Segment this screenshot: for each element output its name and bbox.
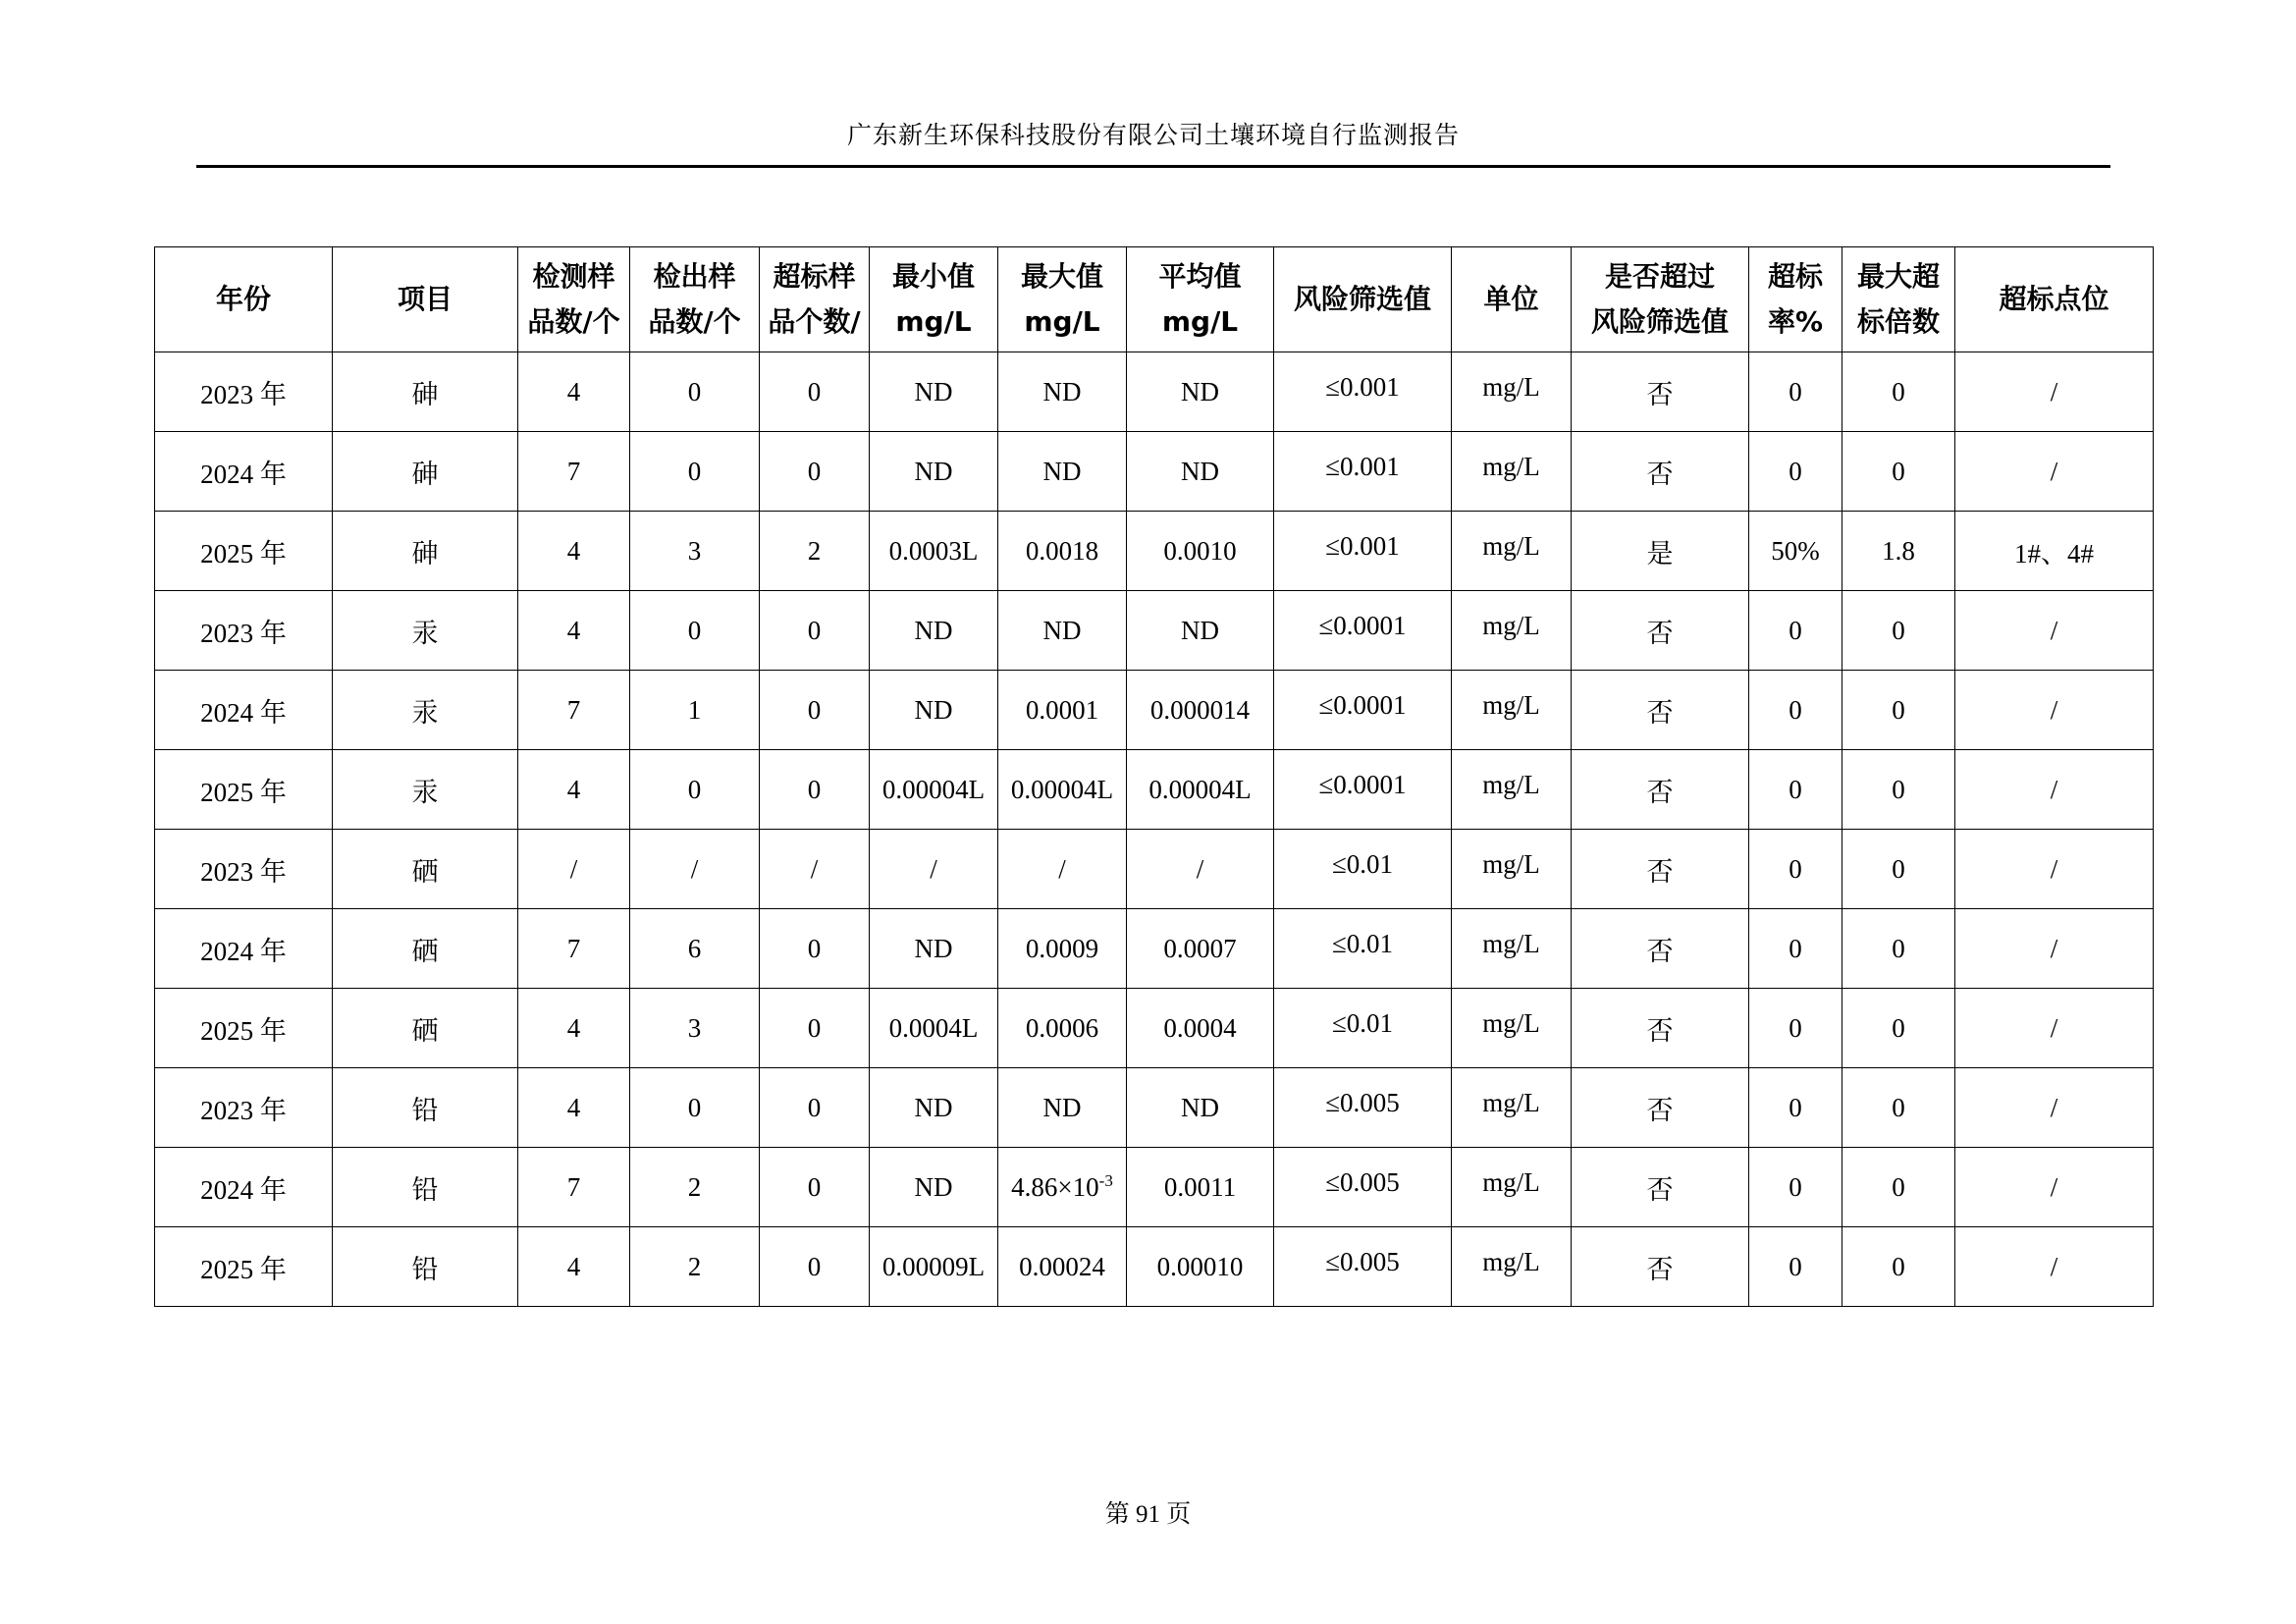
screening-value-cell: ≤0.005 [1274,1068,1452,1148]
max-exceed-multiple-cell: 0 [1842,1227,1955,1307]
samples-exceeding-cell: / [760,830,870,909]
max-exceed-multiple-cell: 0 [1842,591,1955,671]
exceeds-screening-cell: 否 [1572,909,1749,989]
max-exceed-multiple-cell: 0 [1842,989,1955,1068]
samples-detected-cell: 1 [630,671,760,750]
exceeds-screening-cell: 否 [1572,591,1749,671]
samples-tested-cell: 7 [518,909,630,989]
table-row [155,432,2154,512]
min-value-cell: ND [870,1148,998,1227]
samples-tested-cell: 4 [518,989,630,1068]
table-body [155,352,2154,1307]
item-cell: 砷 [333,352,518,432]
exceed-points-cell: / [1955,1148,2154,1227]
samples-exceeding-cell: 0 [760,989,870,1068]
max-exceed-multiple-cell: 0 [1842,1148,1955,1227]
screening-value-cell: ≤0.01 [1274,909,1452,989]
exceed-rate-cell: 0 [1749,909,1842,989]
item-cell: 硒 [333,830,518,909]
avg-value-cell: ND [1127,1068,1274,1148]
column-header: 风险筛选值 [1274,247,1452,352]
max-exceed-multiple-cell: 0 [1842,909,1955,989]
exceeds-screening-cell: 否 [1572,1227,1749,1307]
samples-exceeding-cell: 0 [760,671,870,750]
item-cell: 铅 [333,1148,518,1227]
table-row [155,1068,2154,1148]
screening-value-cell: ≤0.0001 [1274,750,1452,830]
table-row [155,512,2154,591]
samples-detected-cell: 0 [630,1068,760,1148]
samples-detected-cell: 0 [630,750,760,830]
year-cell: 2023 年 [155,352,333,432]
samples-exceeding-cell: 0 [760,432,870,512]
column-header: 检测样 品数/个 [518,247,630,352]
year-cell: 2025 年 [155,750,333,830]
table-row [155,750,2154,830]
avg-value-cell: 0.000014 [1127,671,1274,750]
min-value-cell: ND [870,352,998,432]
exceed-points-cell: / [1955,1227,2154,1307]
exceeds-screening-cell: 是 [1572,512,1749,591]
exceeds-screening-cell: 否 [1572,830,1749,909]
column-header: 平均值 mg/L [1127,247,1274,352]
max-exceed-multiple-cell: 0 [1842,830,1955,909]
item-cell: 砷 [333,512,518,591]
avg-value-cell: ND [1127,432,1274,512]
samples-tested-cell: 4 [518,591,630,671]
min-value-cell: ND [870,432,998,512]
column-header: 超标点位 [1955,247,2154,352]
avg-value-cell: ND [1127,352,1274,432]
exceed-points-cell: / [1955,671,2154,750]
unit-cell: mg/L [1452,512,1572,591]
table-row [155,591,2154,671]
exceed-rate-cell: 0 [1749,1148,1842,1227]
max-exceed-multiple-cell: 0 [1842,671,1955,750]
exceed-rate-cell: 0 [1749,591,1842,671]
table-row [155,989,2154,1068]
exceed-points-cell: / [1955,591,2154,671]
exceed-rate-cell: 50% [1749,512,1842,591]
unit-cell: mg/L [1452,1068,1572,1148]
exceeds-screening-cell: 否 [1572,432,1749,512]
samples-tested-cell: 4 [518,1227,630,1307]
samples-detected-cell: 3 [630,989,760,1068]
item-cell: 砷 [333,432,518,512]
min-value-cell: 0.0004L [870,989,998,1068]
table-header-row [155,247,2154,352]
screening-value-cell: ≤0.01 [1274,989,1452,1068]
avg-value-cell: / [1127,830,1274,909]
max-value-cell: / [998,830,1127,909]
min-value-cell: 0.00009L [870,1227,998,1307]
max-exceed-multiple-cell: 0 [1842,352,1955,432]
samples-exceeding-cell: 0 [760,1227,870,1307]
samples-detected-cell: 3 [630,512,760,591]
year-cell: 2024 年 [155,909,333,989]
min-value-cell: ND [870,909,998,989]
screening-value-cell: ≤0.001 [1274,432,1452,512]
max-value-cell: $4.86\times 10^{-3}$ [998,1148,1127,1227]
column-header: 年份 [155,247,333,352]
year-cell: 2025 年 [155,989,333,1068]
min-value-cell: ND [870,1068,998,1148]
samples-tested-cell: 4 [518,1068,630,1148]
table-row [155,671,2154,750]
max-value-cell: ND [998,432,1127,512]
screening-value-cell: ≤0.0001 [1274,671,1452,750]
samples-exceeding-cell: 0 [760,909,870,989]
column-header: 超标 率% [1749,247,1842,352]
samples-detected-cell: 0 [630,591,760,671]
exceed-points-cell: 1#、4# [1955,512,2154,591]
max-value-cell: 0.00024 [998,1227,1127,1307]
unit-cell: mg/L [1452,432,1572,512]
avg-value-cell: 0.0011 [1127,1148,1274,1227]
samples-exceeding-cell: 0 [760,1148,870,1227]
avg-value-cell: 0.0004 [1127,989,1274,1068]
samples-exceeding-cell: 0 [760,352,870,432]
avg-value-cell: ND [1127,591,1274,671]
year-cell: 2024 年 [155,671,333,750]
unit-cell: mg/L [1452,909,1572,989]
samples-tested-cell: / [518,830,630,909]
max-value-cell: 0.0006 [998,989,1127,1068]
avg-value-cell: 0.00010 [1127,1227,1274,1307]
exceeds-screening-cell: 否 [1572,671,1749,750]
unit-cell: mg/L [1452,830,1572,909]
max-value-cell: ND [998,591,1127,671]
page-number: 第 91 页 [1104,1501,1192,1528]
avg-value-cell: 0.00004L [1127,750,1274,830]
year-cell: 2023 年 [155,1068,333,1148]
exceed-points-cell: / [1955,352,2154,432]
exceed-points-cell: / [1955,432,2154,512]
exceeds-screening-cell: 否 [1572,352,1749,432]
column-header: 最大值 mg/L [998,247,1127,352]
unit-cell: mg/L [1452,591,1572,671]
exceed-rate-cell: 0 [1749,750,1842,830]
samples-exceeding-cell: 0 [760,750,870,830]
table-row [155,352,2154,432]
max-exceed-multiple-cell: 1.8 [1842,512,1955,591]
max-exceed-multiple-cell: 0 [1842,432,1955,512]
exceed-points-cell: / [1955,909,2154,989]
samples-tested-cell: 4 [518,352,630,432]
unit-cell: mg/L [1452,352,1572,432]
column-header: 项目 [333,247,518,352]
page-header: 广东新生环保科技股份有限公司土壤环境自行监测报告 [846,123,1460,149]
max-value-cell: 0.0001 [998,671,1127,750]
item-cell: 汞 [333,750,518,830]
max-value-cell: 0.0009 [998,909,1127,989]
exceed-rate-cell: 0 [1749,830,1842,909]
exceed-rate-cell: 0 [1749,432,1842,512]
exceed-rate-cell: 0 [1749,1227,1842,1307]
samples-detected-cell: 6 [630,909,760,989]
column-header: 超标样 品个数/ [760,247,870,352]
samples-tested-cell: 7 [518,671,630,750]
table-row [155,909,2154,989]
exceed-points-cell: / [1955,1068,2154,1148]
min-value-cell: 0.0003L [870,512,998,591]
max-value-cell: ND [998,352,1127,432]
max-exceed-multiple-cell: 0 [1842,1068,1955,1148]
item-cell: 铅 [333,1068,518,1148]
screening-value-cell: ≤0.005 [1274,1227,1452,1307]
max-value-cell: ND [998,1068,1127,1148]
samples-tested-cell: 4 [518,750,630,830]
exceeds-screening-cell: 否 [1572,1148,1749,1227]
exceed-rate-cell: 0 [1749,352,1842,432]
column-header: 最小值 mg/L [870,247,998,352]
year-cell: 2024 年 [155,432,333,512]
year-cell: 2023 年 [155,591,333,671]
unit-cell: mg/L [1452,989,1572,1068]
exceeds-screening-cell: 否 [1572,1068,1749,1148]
samples-detected-cell: 2 [630,1148,760,1227]
exceeds-screening-cell: 否 [1572,989,1749,1068]
screening-value-cell: ≤0.01 [1274,830,1452,909]
table-row [155,830,2154,909]
exceed-points-cell: / [1955,750,2154,830]
exceed-points-cell: / [1955,830,2154,909]
year-cell: 2025 年 [155,1227,333,1307]
min-value-cell: ND [870,591,998,671]
max-value-cell: 0.00004L [998,750,1127,830]
item-cell: 硒 [333,909,518,989]
exceed-rate-cell: 0 [1749,989,1842,1068]
avg-value-cell: 0.0007 [1127,909,1274,989]
column-header: 单位 [1452,247,1572,352]
max-value-cell: 0.0018 [998,512,1127,591]
min-value-cell: 0.00004L [870,750,998,830]
header-divider [196,165,2110,168]
exceed-points-cell: / [1955,989,2154,1068]
samples-exceeding-cell: 2 [760,512,870,591]
table-row [155,1227,2154,1307]
screening-value-cell: ≤0.001 [1274,352,1452,432]
exceed-rate-cell: 0 [1749,1068,1842,1148]
exceed-rate-cell: 0 [1749,671,1842,750]
column-header: 最大超 标倍数 [1842,247,1955,352]
samples-detected-cell: 0 [630,432,760,512]
avg-value-cell: 0.0010 [1127,512,1274,591]
min-value-cell: ND [870,671,998,750]
samples-tested-cell: 7 [518,1148,630,1227]
table-row [155,1148,2154,1227]
unit-cell: mg/L [1452,671,1572,750]
samples-exceeding-cell: 0 [760,1068,870,1148]
year-cell: 2023 年 [155,830,333,909]
samples-detected-cell: / [630,830,760,909]
min-value-cell: / [870,830,998,909]
unit-cell: mg/L [1452,1148,1572,1227]
samples-tested-cell: 4 [518,512,630,591]
screening-value-cell: ≤0.005 [1274,1148,1452,1227]
item-cell: 铅 [333,1227,518,1307]
column-header: 检出样 品数/个 [630,247,760,352]
year-cell: 2024 年 [155,1148,333,1227]
screening-value-cell: ≤0.001 [1274,512,1452,591]
year-cell: 2025 年 [155,512,333,591]
max-exceed-multiple-cell: 0 [1842,750,1955,830]
screening-value-cell: ≤0.0001 [1274,591,1452,671]
samples-detected-cell: 2 [630,1227,760,1307]
samples-tested-cell: 7 [518,432,630,512]
unit-cell: mg/L [1452,1227,1572,1307]
exceeds-screening-cell: 否 [1572,750,1749,830]
item-cell: 硒 [333,989,518,1068]
column-header: 是否超过 风险筛选值 [1572,247,1749,352]
item-cell: 汞 [333,591,518,671]
item-cell: 汞 [333,671,518,750]
samples-exceeding-cell: 0 [760,591,870,671]
monitoring-results-table [154,246,2154,1307]
unit-cell: mg/L [1452,750,1572,830]
samples-detected-cell: 0 [630,352,760,432]
